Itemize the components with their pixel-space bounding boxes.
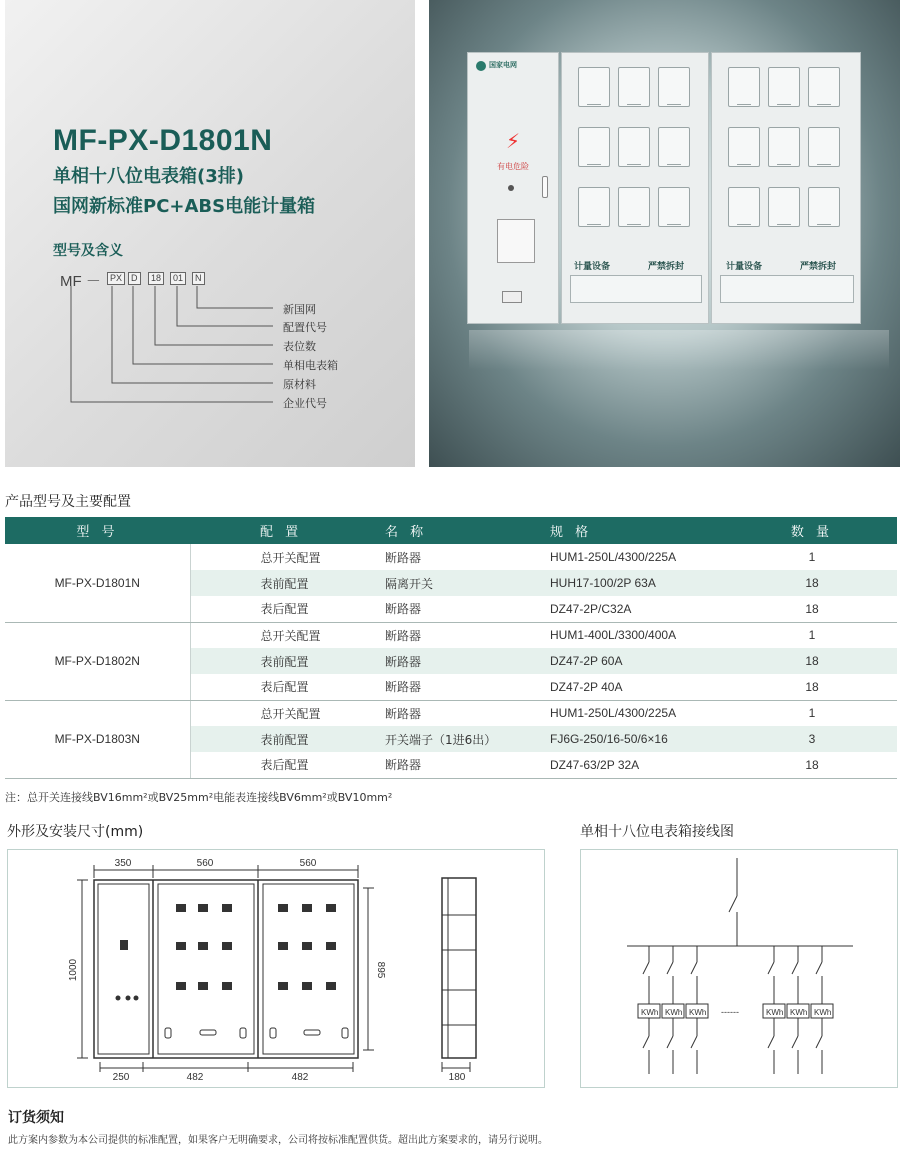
spec-cell: HUM1-250L/4300/225A: [550, 706, 677, 721]
metering-label: 计量设备: [726, 262, 763, 272]
breaker-row: [570, 275, 702, 303]
code-legend-lines: [5, 0, 415, 467]
name-cell: 断路器: [345, 596, 512, 622]
wire-segment: [691, 962, 697, 974]
legend-phase: 单相电表箱: [283, 359, 338, 372]
col-spec: 规 格: [512, 517, 727, 544]
config-cell: 总开关配置: [260, 550, 321, 565]
code-prefix: MF －: [60, 273, 101, 290]
dim-height-left: 1000: [68, 958, 79, 982]
legend-company: 企业代号: [283, 397, 327, 410]
col-config: 配 置: [190, 517, 345, 544]
product-photo: [429, 0, 900, 467]
wire-segment: [768, 962, 774, 974]
config-cell: 表前配置: [190, 648, 345, 674]
wiring-section-title: 单相十八位电表箱接线图: [580, 824, 734, 840]
spec-cell: DZ47-63/2P 32A: [512, 752, 727, 778]
legend-positions: 表位数: [283, 340, 316, 353]
model-cell: MF-PX-D1803N: [5, 700, 190, 778]
cabinet-meter-section-1: [561, 52, 709, 324]
legend-material: 原材料: [283, 378, 316, 391]
lock-icon: [508, 185, 514, 191]
code-part-phase: D: [128, 272, 141, 285]
wire-segment: [816, 1036, 822, 1048]
product-model-title: MF-PX-D1801N: [53, 124, 273, 157]
qty-cell: 18: [727, 674, 897, 700]
spec-cell: FJ6G-250/16-50/6×16: [512, 726, 727, 752]
brand-name: 国家电网: [489, 61, 517, 69]
qty-cell: 3: [727, 726, 897, 752]
qty-cell: 1: [808, 628, 816, 643]
qty-cell: 18: [727, 648, 897, 674]
dim-bottom-left: 250: [112, 1072, 130, 1083]
floor-reflection: [469, 330, 889, 370]
wire-segment: [643, 1036, 649, 1048]
dashed-continuation: ------: [721, 1007, 739, 1017]
order-notes-title: 订货须知: [8, 1110, 64, 1126]
name-cell: 断路器: [385, 628, 422, 643]
table-row: [5, 622, 897, 648]
dimension-drawing: [7, 849, 545, 1088]
qty-cell: 1: [808, 550, 816, 564]
config-cell: 表后配置: [190, 674, 345, 700]
table-row: [5, 700, 897, 726]
name-cell: 隔离开关: [345, 570, 512, 596]
cabinet-meter-section-2: [711, 52, 861, 324]
breaker-row: [720, 275, 854, 303]
wire-segment: [816, 962, 822, 974]
model-cell: MF-PX-D1801N: [5, 544, 190, 622]
model-meaning-heading: 型号及含义: [53, 243, 123, 259]
wire-segment: [792, 1036, 798, 1048]
wiring-diagram: [580, 849, 898, 1088]
qty-cell: 18: [727, 570, 897, 596]
meter-label: KWh: [766, 1008, 784, 1017]
code-part-grid: N: [192, 272, 205, 285]
brand-logo-icon: [476, 61, 486, 71]
lightning-icon: ⚡: [506, 129, 521, 153]
dim-top-left: 350: [114, 858, 132, 869]
dim-bottom-right: 482: [291, 1072, 309, 1083]
wire-segment: [643, 962, 649, 974]
wiring-svg: [581, 850, 897, 1087]
meter-label: KWh: [665, 1008, 683, 1017]
legend-grid: 新国网: [283, 303, 316, 316]
col-qty: 数 量: [727, 517, 897, 544]
name-cell: 断路器: [385, 550, 422, 565]
wire-segment: [691, 1036, 697, 1048]
wiring-note: 注：总开关连接线BV16mm²或BV25mm²电能表连接线BV6mm²或BV10mm²: [5, 791, 393, 804]
meter-label: KWh: [689, 1008, 707, 1017]
wire-segment: [667, 962, 673, 974]
handle-icon: [542, 176, 548, 198]
seal-label: 严禁拆封: [648, 262, 685, 272]
hero-panel: [5, 0, 415, 467]
config-cell: 总开关配置: [260, 628, 321, 643]
switch-window: [497, 219, 535, 263]
config-table: [5, 517, 897, 779]
name-cell: 断路器: [345, 648, 512, 674]
danger-label: 有电危险: [497, 162, 529, 171]
name-cell: 开关端子（1进6出）: [345, 726, 512, 752]
dim-height-right: 895: [375, 961, 386, 979]
name-cell: 断路器: [345, 674, 512, 700]
product-subtitle: 单相十八位电表箱(3排): [53, 166, 244, 187]
table-header-row: [5, 517, 897, 544]
wire-segment: [792, 962, 798, 974]
dim-top-mid: 560: [196, 858, 214, 869]
dim-top-right: 560: [299, 858, 317, 869]
qty-cell: 18: [727, 752, 897, 778]
table-row: [5, 544, 897, 570]
seal-label: 严禁拆封: [800, 262, 837, 272]
code-part-config: 01: [170, 272, 186, 285]
legend-config: 配置代号: [283, 321, 327, 334]
col-name: 名 称: [345, 517, 512, 544]
dimension-svg: [8, 850, 544, 1087]
meter-label: KWh: [641, 1008, 659, 1017]
spec-cell: HUH17-100/2P 63A: [512, 570, 727, 596]
code-part-positions: 18: [148, 272, 164, 285]
config-cell: 表前配置: [190, 570, 345, 596]
model-cell: MF-PX-D1802N: [5, 622, 190, 700]
name-cell: 断路器: [345, 752, 512, 778]
config-cell: 表前配置: [190, 726, 345, 752]
qty-cell: 18: [727, 596, 897, 622]
dimension-section-title: 外形及安装尺寸(mm): [7, 824, 144, 840]
qty-cell: 1: [808, 706, 816, 721]
wire-segment: [667, 1036, 673, 1048]
spec-cell: DZ47-2P 60A: [512, 648, 727, 674]
wire-segment: [768, 1036, 774, 1048]
spec-cell: DZ47-2P/C32A: [512, 596, 727, 622]
spec-cell: HUM1-250L/4300/225A: [550, 550, 677, 564]
order-notes-text: 此方案内参数为本公司提供的标准配置，如果客户无明确要求，公司将按标准配置供货。超出此方案要求的，请另行说明。: [8, 1135, 548, 1146]
config-cell: 表后配置: [190, 752, 345, 778]
metering-label: 计量设备: [574, 262, 611, 272]
code-part-material: PX: [107, 272, 125, 285]
dim-depth: 180: [448, 1072, 466, 1083]
config-cell: 总开关配置: [260, 706, 321, 721]
spec-cell: HUM1-400L/3300/400A: [550, 628, 677, 643]
config-section-title: 产品型号及主要配置: [5, 494, 131, 510]
col-model: 型 号: [5, 517, 190, 544]
vent-icon: [502, 291, 522, 303]
meter-label: KWh: [814, 1008, 832, 1017]
config-cell: 表后配置: [190, 596, 345, 622]
dim-bottom-mid: 482: [186, 1072, 204, 1083]
meter-label: KWh: [790, 1008, 808, 1017]
product-subtitle-2: 国网新标准PC+ABS电能计量箱: [53, 196, 316, 217]
name-cell: 断路器: [385, 706, 422, 721]
spec-cell: DZ47-2P 40A: [512, 674, 727, 700]
